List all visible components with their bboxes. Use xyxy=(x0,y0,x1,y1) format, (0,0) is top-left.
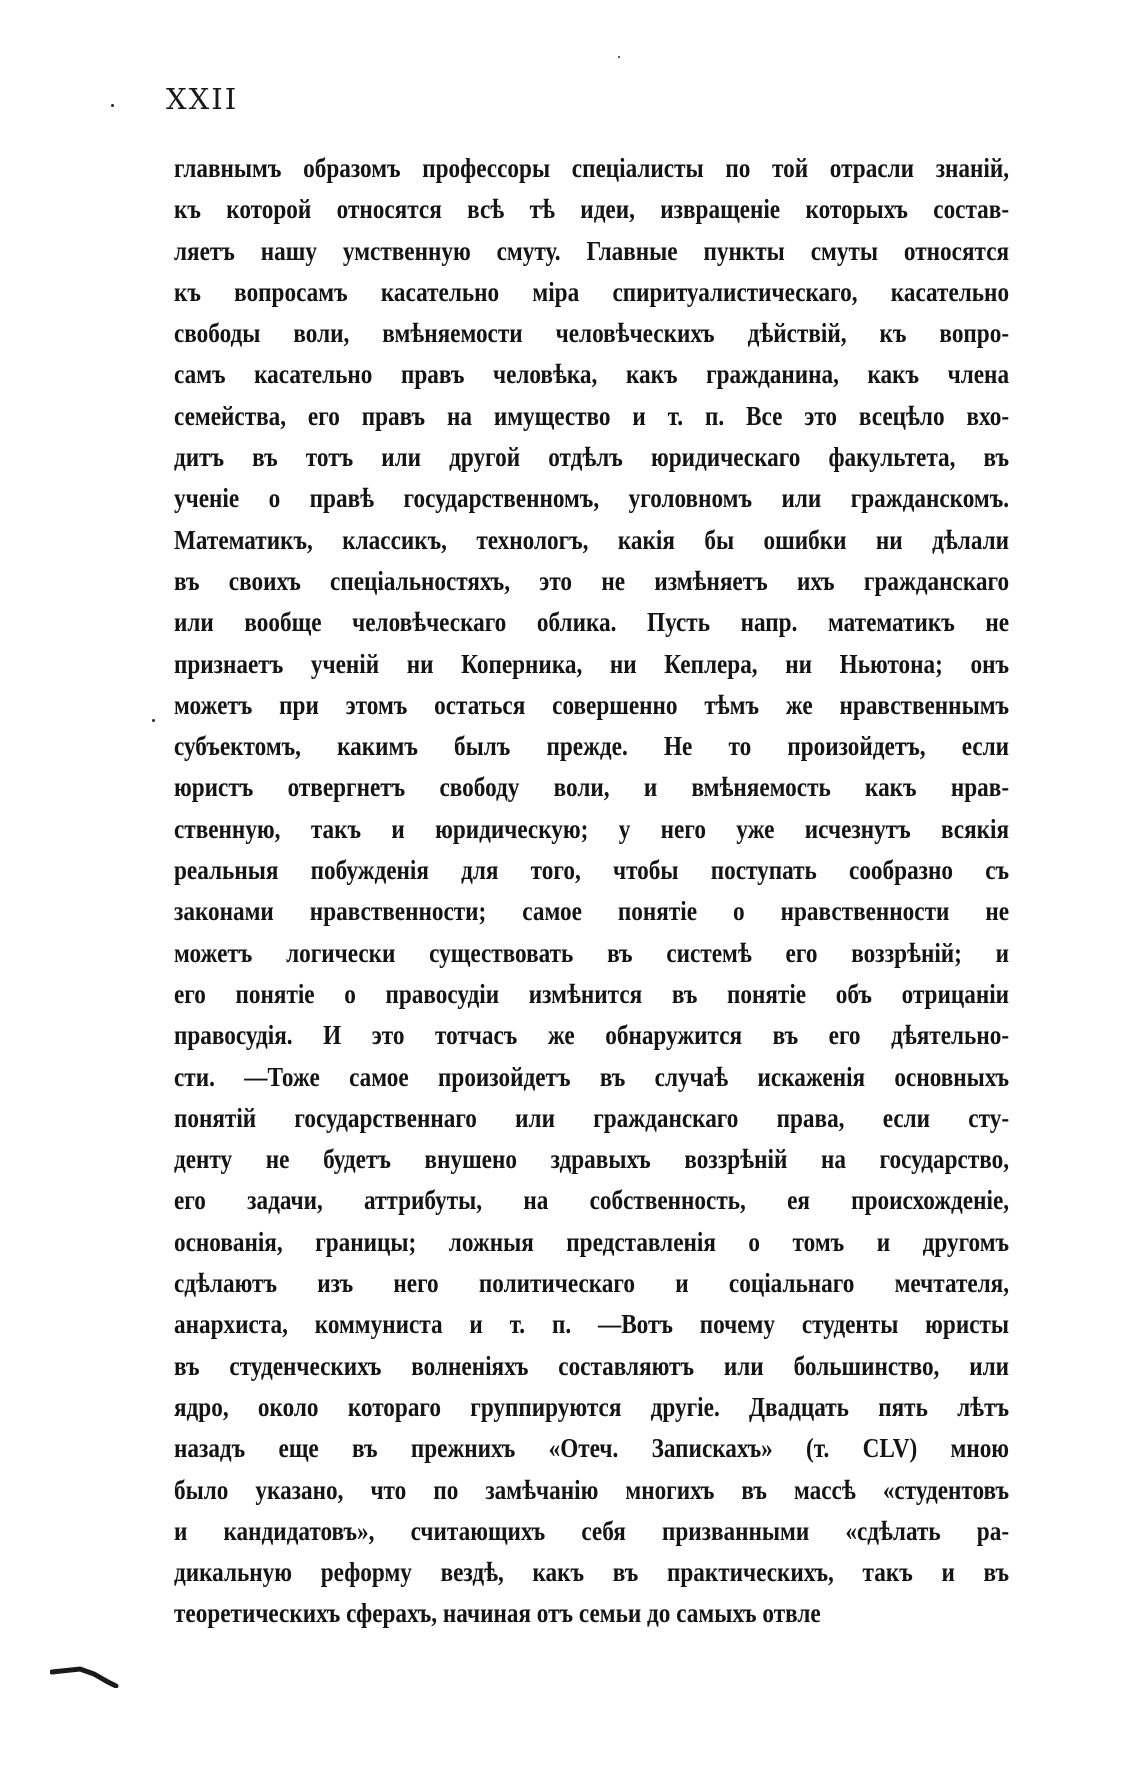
text-line: самъ касательно правъ человѣка, какъ гражданина, какъ члена xyxy=(174,359,1010,390)
text-line: можетъ логически существовать въ системѣ его воззрѣній; и xyxy=(174,937,1010,968)
text-line: или вообще человѣческаго облика. Пусть напр. математикъ не xyxy=(174,607,1010,638)
text-line: понятій государственнаго или гражданскаго права, если сту- xyxy=(174,1102,1010,1133)
text-line: семейства, его правъ на имущество и т. п. Все это всецѣло вхо- xyxy=(174,400,1010,431)
text-line: назадъ еще въ прежнихъ «Отеч. Запискахъ» (т. CLV) мною xyxy=(174,1433,1010,1464)
text-line: дитъ въ тотъ или другой отдѣлъ юридическаго факультета, въ xyxy=(174,442,1010,473)
text-line: ядро, около котораго группируются другіе. Двадцать пять лѣтъ xyxy=(174,1391,1010,1422)
text-line: субъектомъ, какимъ былъ прежде. Не то произойдетъ, если xyxy=(174,731,1010,762)
body-text xyxy=(174,148,1009,1635)
text-line: его задачи, аттрибуты, на собственность, ея происхожденіе, xyxy=(174,1185,1010,1216)
text-line: въ своихъ спеціальностяхъ, это не измѣняетъ ихъ гражданскаго xyxy=(174,565,1010,596)
text-line: правосудія. И это тотчасъ же обнаружится въ его дѣятельно- xyxy=(174,1020,1010,1051)
text-line: его понятіе о правосудіи измѣнится въ понятіе объ отрицаніи xyxy=(174,978,1010,1009)
text-line: законами нравственности; самое понятіе о нравственности не xyxy=(174,896,1010,927)
print-speck xyxy=(111,104,114,107)
text-line: дикальную реформу вездѣ, какъ въ практическихъ, такъ и въ xyxy=(174,1557,1010,1588)
text-line: Математикъ, классикъ, технологъ, какія бы ошибки ни дѣлали xyxy=(174,524,1010,555)
text-line: и кандидатовъ», считающихъ себя призванными «сдѣлать ра- xyxy=(174,1515,1010,1546)
text-line: можетъ при этомъ остаться совершенно тѣмъ же нравственнымъ xyxy=(174,689,1010,720)
print-speck xyxy=(152,719,155,722)
page-number: XXII xyxy=(166,82,239,116)
text-line: свободы воли, вмѣняемости человѣческихъ дѣйствій, къ вопро- xyxy=(174,318,1010,349)
text-line: основанія, границы; ложныя представленія о томъ и другомъ xyxy=(174,1226,1010,1257)
ink-smudge xyxy=(50,1664,120,1688)
text-line: реальныя побужденія для того, чтобы поступать сообразно съ xyxy=(174,855,1010,886)
text-line: теоретическихъ сферахъ, начиная отъ семьи до самыхъ отвле xyxy=(174,1598,821,1629)
text-line: сти. —Тоже самое произойдетъ въ случаѣ искаженія основныхъ xyxy=(174,1061,1010,1092)
text-line: въ студенческихъ волненіяхъ составляютъ или большинство, или xyxy=(174,1350,1010,1381)
text-line: главнымъ образомъ профессоры спеціалисты по той отрасли знаній, xyxy=(174,153,1010,183)
text-line: къ которой относятся всѣ тѣ идеи, извращеніе которыхъ состав- xyxy=(174,194,1010,225)
text-line: признаетъ ученій ни Коперника, ни Кеплера, ни Ньютона; онъ xyxy=(174,648,1010,679)
text-line: ственную, такъ и юридическую; у него уже исчезнутъ всякія xyxy=(174,813,1010,844)
text-line: сдѣлаютъ изъ него политическаго и соціальнаго мечтателя, xyxy=(174,1268,1010,1299)
text-line: юристъ отвергнетъ свободу воли, и вмѣняемость какъ нрав- xyxy=(174,772,1010,803)
print-speck xyxy=(618,56,620,58)
text-line: къ вопросамъ касательно міра спиритуалистическаго, касательно xyxy=(174,276,1010,307)
text-line: ученіе о правѣ государственномъ, уголовномъ или гражданскомъ. xyxy=(174,483,1010,514)
text-line: ляетъ нашу умственную смуту. Главные пункты смуты относятся xyxy=(174,235,1010,266)
text-line: денту не будетъ внушено здравыхъ воззрѣній на государство, xyxy=(174,1144,1010,1175)
text-line: было указано, что по замѣчанію многихъ въ массѣ «студентовъ xyxy=(174,1474,1010,1505)
text-line: анархиста, коммуниста и т. п. —Вотъ почему студенты юристы xyxy=(174,1309,1010,1340)
